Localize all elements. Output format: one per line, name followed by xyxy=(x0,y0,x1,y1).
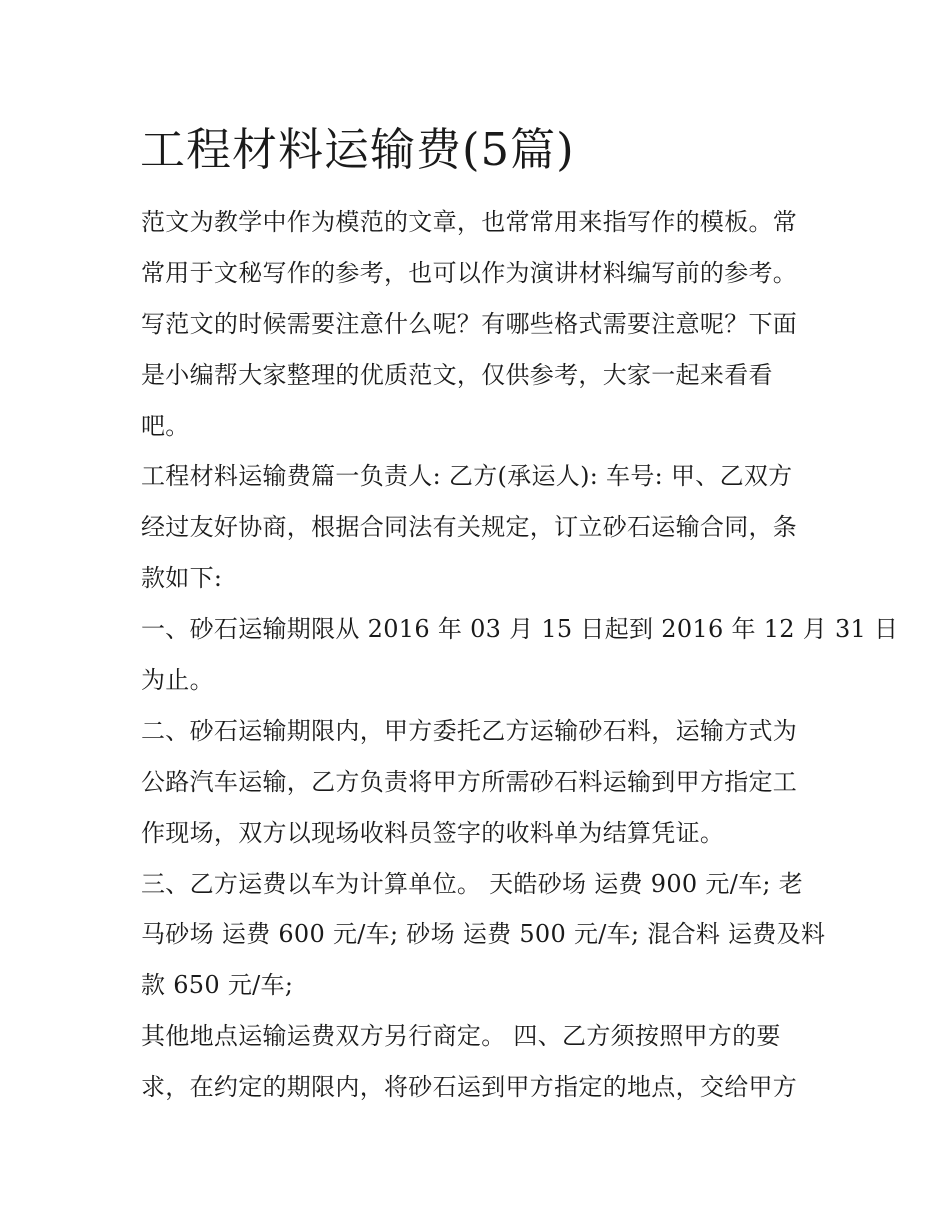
text-line: 马砂场 运费 600 元/车; 砂场 运费 500 元/车; 混合料 运费及料 xyxy=(141,920,826,949)
text-line: 是小编帮大家整理的优质范文，仅供参考，大家一起来看看 xyxy=(141,360,773,389)
text-line: 工程材料运输费篇一负责人: 乙方(承运人): 车号: 甲、乙双方 xyxy=(141,462,793,491)
paragraph xyxy=(141,706,841,859)
text-line: 一、砂石运输期限从 2016 年 03 月 15 日起到 2016 年 12 月 31 日 xyxy=(141,615,899,644)
text-line: 吧。 xyxy=(141,411,190,440)
text-line: 其他地点运输运费双方另行商定。 四、乙方须按照甲方的要 xyxy=(141,1022,781,1051)
paragraph xyxy=(141,604,899,706)
text-line: 二、砂石运输期限内，甲方委托乙方运输砂石料，运输方式为 xyxy=(141,716,798,745)
document-body xyxy=(141,197,899,1113)
paragraph xyxy=(141,859,841,1012)
document-title: 工程材料运输费(5篇) xyxy=(140,123,575,176)
paragraph xyxy=(141,197,841,451)
text-line: 写范文的时候需要注意什么呢？有哪些格式需要注意呢？下面 xyxy=(141,309,798,338)
paragraph xyxy=(141,1011,841,1113)
text-line: 作现场，双方以现场收料员签字的收料单为结算凭证。 xyxy=(141,818,725,847)
text-line: 经过友好协商，根据合同法有关规定，订立砂石运输合同，条 xyxy=(141,513,798,542)
text-line: 三、乙方运费以车为计算单位。 天皓砂场 运费 900 元/车; 老 xyxy=(141,869,804,898)
text-line: 款如下: xyxy=(141,564,223,593)
text-line: 求，在约定的期限内，将砂石运到甲方指定的地点，交给甲方 xyxy=(141,1073,798,1102)
text-line: 款 650 元/车; xyxy=(141,971,294,1000)
text-line: 公路汽车运输，乙方负责将甲方所需砂石料运输到甲方指定工 xyxy=(141,767,798,796)
paragraph xyxy=(141,451,841,604)
text-line: 为止。 xyxy=(141,666,214,695)
text-line: 范文为教学中作为模范的文章，也常常用来指写作的模板。常 xyxy=(141,208,798,236)
text-line: 常用于文秘写作的参考，也可以作为演讲材料编写前的参考。 xyxy=(141,258,798,287)
